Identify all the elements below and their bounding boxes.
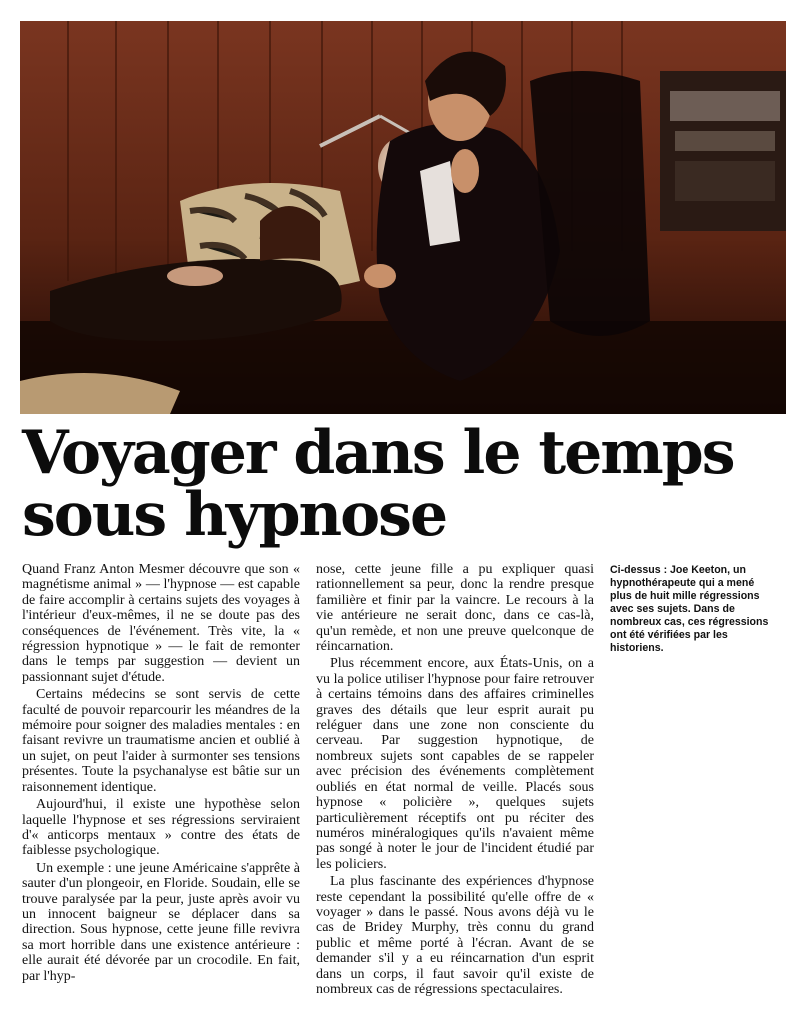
paragraph: Certains médecins se sont servis de cette faculté de pouvoir reparcourir les méandres de la mémoire pour soigner des maladies mentales : en faisant revivre un traumatisme ancien et oublié à un sujet, on peut l'aider à surmonter ses tensions présentes. Toute la psychanalyse est bâtie sur un raisonnement identique. — [22, 687, 300, 795]
headline-line-2: sous hypnose — [22, 480, 447, 550]
article-column-1 — [22, 562, 300, 986]
paragraph: Quand Franz Anton Mesmer découvre que son « magnétisme animal » — l'hypnose — est capable de faire accomplir à certains sujets des voyages à l'intérieur d'eux-mêmes, il ne se doute pas des conséquences de l'événement. Très vite, la « régression hypnotique » — le fait de remonter dans le temps par suggestion — devient un passionnant sujet d'étude. — [22, 562, 300, 685]
paragraph: Plus récemment encore, aux États-Unis, on a vu la police utiliser l'hypnose pour faire retrouver à certains témoins dans des affaires criminelles graves des détails que leur esprit aurait pu reléguer dans une zone non consciente du cerveau. Par suggestion hypnotique, de nombreux sujets sont capables de se rappeler avec précision des événements complètement oubliés en état normal de veille. Placés sous hypnose « policière », quelques sujets particulièrement réceptifs ont pu réciter des numéros minéralogiques qu'ils n'avaient même pas songé à noter le jour de l'incident étudié par les policiers. — [316, 656, 594, 872]
paragraph: La plus fascinante des expériences d'hypnose reste cependant la possibilité qu'elle offre de « voyager » dans le passé. Nous avons déjà vu le cas de Bridey Murphy, très connu du grand public et même porté à l'écran. Avant de se demander s'il y a eu réincarnation d'un esprit dans un corps, il faut savoir qu'il existe de nombreux cas de régressions spectaculaires. — [316, 874, 594, 997]
headline-line-1: Voyager dans le temps — [22, 418, 734, 488]
article-column-2 — [316, 562, 594, 999]
paragraph: Aujourd'hui, il existe une hypothèse selon laquelle l'hypnose et ses régressions serviraient d'« anticorps mentaux » contre des états de faiblesse psychologique. — [22, 797, 300, 859]
paragraph: Un exemple : une jeune Américaine s'apprête à sauter d'un plongeoir, en Floride. Soudain, elle se trouve paralysée par la peur, juste après avoir vu un innocent baigneur se déplacer dans sa direction. Sous hypnose, cette jeune fille revivra sa mort horrible dans une existence antérieure : elle aurait été dévorée par un crocodile. En fait, par l'hyp- — [22, 860, 300, 984]
hypnosis-session-photo — [20, 21, 786, 414]
article-headline — [22, 418, 742, 550]
article-photo — [20, 21, 786, 414]
paragraph: nose, cette jeune fille a pu expliquer quasi rationnellement sa peur, donc la rendre presque familière et finir par la vaincre. Le recours à la vie antérieure ne serait donc, dans ce cas-là, qu'un remède, et non une preuve quelconque de réincarnation. — [316, 562, 594, 655]
photo-caption: Ci-dessus : Joe Keeton, un hypnothérapeute qui a mené plus de huit mille régressions avec ses sujets. Dans de nombreux cas, ces régressions ont été vérifiées par les historiens. — [610, 564, 769, 654]
